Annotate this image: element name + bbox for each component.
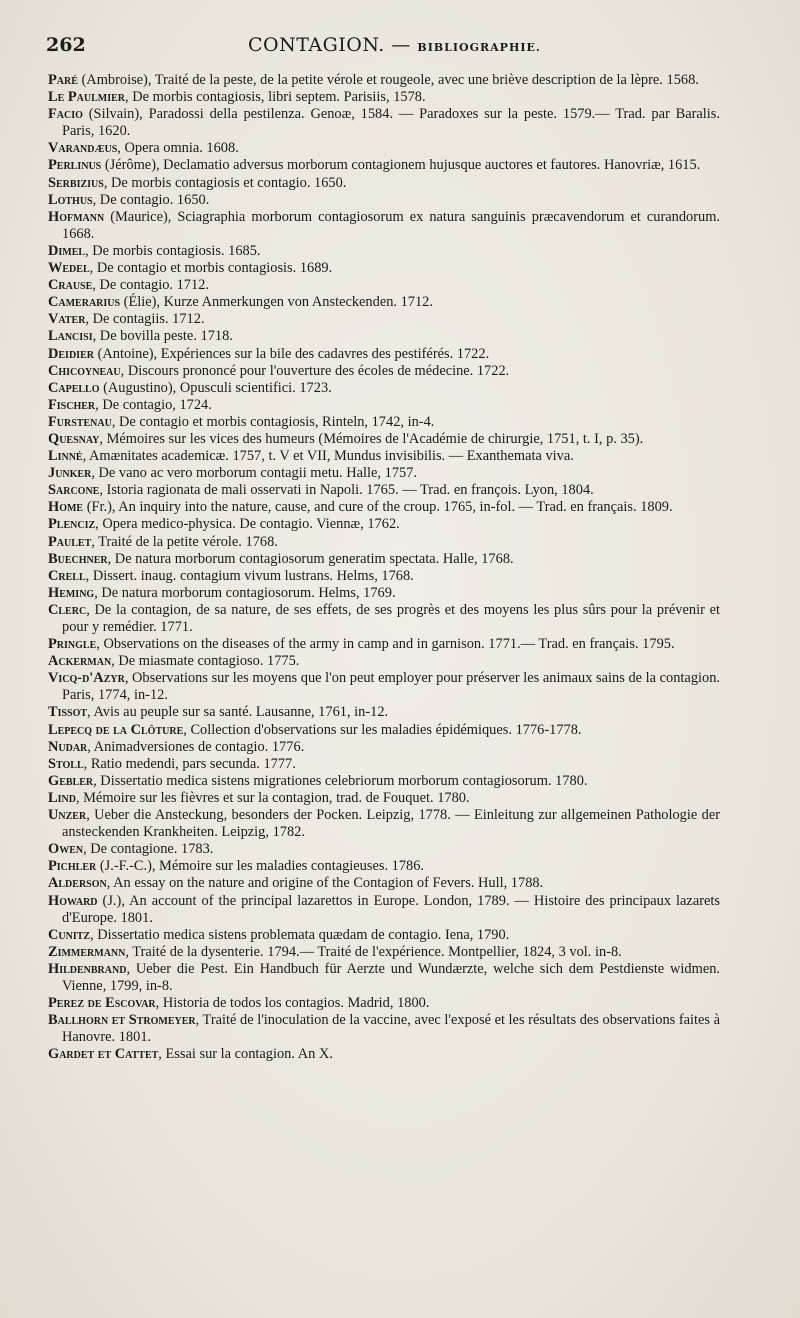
bibliography-entry: [48, 961, 720, 995]
entry-text: , Dissert. inaug. contagium vivum lustrans. Helms, 1768.: [85, 567, 414, 584]
entry-author: Furstenau: [48, 413, 112, 430]
entry-text: , Istoria ragionata de mali osservati in Napoli. 1765. — Trad. en françois. Lyon, 1804.: [99, 482, 594, 499]
bibliography-list: [48, 72, 720, 1063]
bibliography-entry: [48, 157, 720, 174]
entry-author: Facio: [48, 106, 83, 123]
bibliography-entry: [48, 465, 720, 482]
entry-text: , Observations on the diseases of the army in camp and in garnison. 1771.— Trad. en français. 1795.: [96, 636, 675, 653]
entry-author: Lothus: [48, 191, 93, 208]
entry-text: , Mémoires sur les vices des humeurs (Mémoires de l'Académie de chirurgie, 1751, t. I, p. 35).: [99, 430, 644, 447]
bibliography-entry: [48, 140, 720, 157]
bibliography-entry: [48, 431, 720, 448]
entry-author: Varandæus: [48, 140, 118, 157]
entry-author: Zimmermann: [48, 943, 126, 960]
entry-text: , Traité de la dysenterie. 1794.— Traité de l'expérience. Montpellier, 1824, 3 vol. in-8.: [125, 943, 622, 960]
entry-author: Buechner: [48, 550, 108, 567]
bibliography-entry: [48, 602, 720, 636]
bibliography-entry: [48, 1046, 720, 1063]
bibliography-entry: [48, 482, 720, 499]
entry-text: , De morbis contagiosis, libri septem. Parisiis, 1578.: [125, 89, 426, 106]
bibliography-entry: [48, 346, 720, 363]
entry-author: Howard: [48, 892, 98, 909]
section-title: BIBLIOGRAPHIE.: [417, 41, 541, 54]
bibliography-entry: [48, 175, 720, 192]
entry-text: , Dissertatio medica sistens problemata quædam de contagio. Iena, 1790.: [90, 926, 510, 943]
entry-author: Gebler: [48, 772, 94, 789]
entry-author: Stoll: [48, 755, 84, 772]
entry-text: , De miasmate contagioso. 1775.: [111, 653, 300, 670]
entry-author: Dimel: [48, 242, 86, 259]
entry-text: , Animadversiones de contagio. 1776.: [87, 738, 305, 755]
entry-author: Heming: [48, 584, 95, 601]
entry-author: Paré: [48, 72, 78, 88]
bibliography-entry: [48, 551, 720, 568]
entry-author: Tissot: [48, 704, 88, 721]
entry-author: Paulet: [48, 533, 92, 550]
entry-text: , De contagio et morbis contagiosis, Rinteln, 1742, in-4.: [111, 413, 435, 430]
bibliography-entry: [48, 72, 720, 89]
entry-author: Wedel: [48, 260, 90, 277]
entry-text: , De la contagion, de sa nature, de ses effets, de ses progrès et des moyens les plus sûrs pour la prévenir et pour y remédier. 1771.: [62, 601, 720, 635]
bibliography-entry: [48, 243, 720, 260]
entry-author: Vicq-d'Azyr: [48, 670, 125, 687]
bibliography-entry: [48, 636, 720, 653]
entry-text: , De bovilla peste. 1718.: [92, 328, 233, 345]
page-number: 262: [46, 34, 86, 56]
entry-author: Quesnay: [48, 430, 100, 447]
entry-text: , De contagio. 1712.: [92, 277, 209, 294]
entry-author: Nudar: [48, 738, 88, 755]
entry-author: Clerc: [48, 601, 87, 618]
entry-author: Lind: [48, 789, 76, 806]
bibliography-entry: [48, 995, 720, 1012]
running-title: [248, 34, 541, 56]
entry-author: Perez de Escovar: [48, 995, 156, 1012]
entry-author: Unzer: [48, 807, 87, 824]
bibliography-entry: [48, 568, 720, 585]
entry-author: Home: [48, 499, 84, 516]
entry-text: , De contagione. 1783.: [83, 841, 214, 858]
bibliography-entry: [48, 858, 720, 875]
bibliography-entry: [48, 260, 720, 277]
entry-text: , De contagio. 1650.: [92, 191, 210, 208]
bibliography-entry: [48, 807, 720, 841]
entry-author: Serbizius: [48, 174, 104, 191]
entry-author: Sarcone: [48, 482, 100, 499]
bibliography-entry: [48, 670, 720, 704]
bibliography-entry: [48, 277, 720, 294]
entry-text: , Observations sur les moyens que l'on peut employer pour préserver les animaux sains de la contagion. Paris, 1774, in-12.: [62, 670, 720, 704]
entry-author: Chicoyneau: [48, 362, 121, 379]
bibliography-entry: [48, 380, 720, 397]
entry-text: , Amænitates academicæ. 1757, t. V et VII, Mundus invisibilis. — Exanthemata viva.: [82, 448, 574, 465]
bibliography-entry: [48, 209, 720, 243]
entry-text: , Historia de todos los contagios. Madrid, 1800.: [155, 995, 430, 1012]
entry-author: Vater: [48, 311, 86, 328]
running-header: [46, 34, 722, 64]
entry-author: Ballhorn et Stromeyer: [48, 1012, 196, 1029]
entry-text: , De morbis contagiosis. 1685.: [85, 242, 261, 259]
entry-author: Deidier: [48, 345, 94, 362]
entry-text: (Ambroise), Traité de la peste, de la petite vérole et rougeole, avec une briève description de la lèpre. 1568.: [77, 72, 699, 88]
entry-author: Fischer: [48, 396, 96, 413]
entry-text: , Opera medico-physica. De contagio. Viennæ, 1762.: [95, 516, 400, 533]
entry-author: Gardet et Cattet: [48, 1046, 159, 1063]
entry-text: , Ueber die Pest. Ein Handbuch für Aerzte und Wundærzte, welche sich dem Pestdienste widmen. Vienne, 1799, in-8.: [62, 960, 720, 994]
entry-text: , De natura morborum contagiosorum generatim spectata. Halle, 1768.: [107, 550, 514, 567]
bibliography-entry: [48, 328, 720, 345]
entry-text: , De natura morborum contagiosorum. Helms, 1769.: [94, 584, 396, 601]
entry-text: (J.), An account of the principal lazarettos in Europe. London, 1789. — Histoire des principaux lazarets d'Europe. 1801.: [62, 892, 720, 926]
title: CONTAGION.: [248, 34, 385, 56]
bibliography-entry: [48, 704, 720, 721]
entry-text: , Collection d'observations sur les maladies épidémiques. 1776-1778.: [183, 721, 582, 738]
entry-text: , De contagio, 1724.: [95, 396, 212, 413]
entry-text: , Opera omnia. 1608.: [117, 140, 239, 157]
bibliography-entry: [48, 773, 720, 790]
entry-text: (J.-F.-C.), Mémoire sur les maladies contagieuses. 1786.: [96, 858, 425, 875]
entry-author: Perlinus: [48, 157, 102, 174]
bibliography-entry: [48, 739, 720, 756]
entry-author: Hildenbrand: [48, 960, 127, 977]
bibliography-entry: [48, 893, 720, 927]
bibliography-entry: [48, 944, 720, 961]
entry-text: , Essai sur la contagion. An X.: [158, 1046, 333, 1063]
bibliography-entry: [48, 448, 720, 465]
entry-author: Owen: [48, 841, 84, 858]
entry-author: Junker: [48, 465, 92, 482]
entry-author: Ackerman: [48, 653, 112, 670]
bibliography-entry: [48, 756, 720, 773]
bibliography-entry: [48, 294, 720, 311]
bibliography-entry: [48, 311, 720, 328]
entry-author: Crause: [48, 277, 93, 294]
bibliography-entry: [48, 927, 720, 944]
entry-text: (Antoine), Expériences sur la bile des cadavres des pestiférés. 1722.: [93, 345, 490, 362]
entry-author: Lancisi: [48, 328, 93, 345]
entry-author: Crell: [48, 567, 86, 584]
entry-text: , Ratio medendi, pars secunda. 1777.: [83, 755, 296, 772]
entry-author: Pringle: [48, 636, 97, 653]
bibliography-entry: [48, 192, 720, 209]
bibliography-entry: [48, 516, 720, 533]
entry-author: Lepecq de la Clôture: [48, 721, 184, 738]
entry-author: Alderson: [48, 875, 107, 892]
bibliography-entry: [48, 106, 720, 140]
bibliography-entry: [48, 534, 720, 551]
entry-text: , De vano ac vero morborum contagii metu. Halle, 1757.: [91, 465, 418, 482]
entry-author: Pichler: [48, 858, 97, 875]
bibliography-entry: [48, 397, 720, 414]
entry-text: , Traité de l'inoculation de la vaccine, avec l'exposé et les résultats des observations faites à Hanovre. 1801.: [62, 1012, 721, 1046]
bibliography-entry: [48, 790, 720, 807]
entry-text: (Fr.), An inquiry into the nature, cause, and cure of the croup. 1765, in-fol. — Trad. en français. 1809.: [83, 499, 673, 516]
entry-text: , De contagio et morbis contagiosis. 1689.: [89, 260, 333, 277]
entry-text: (Jérôme), Declamatio adversus morborum contagionem hujusque auctores et fautores. Hanovriæ, 1615.: [101, 157, 701, 174]
entry-author: Camerarius: [48, 294, 121, 311]
bibliography-entry: [48, 89, 720, 106]
bibliography-entry: [48, 875, 720, 892]
entry-author: Cunitz: [48, 926, 91, 943]
entry-text: , Discours prononcé pour l'ouverture des écoles de médecine. 1722.: [120, 362, 510, 379]
entry-author: Le Paulmier: [48, 89, 125, 106]
bibliography-entry: [48, 722, 720, 739]
bibliography-entry: [48, 653, 720, 670]
entry-author: Hofmann: [48, 208, 105, 225]
entry-text: , Mémoire sur les fièvres et sur la contagion, trad. de Fouquet. 1780.: [75, 789, 470, 806]
bibliography-entry: [48, 1012, 720, 1046]
entry-text: , De contagiis. 1712.: [85, 311, 205, 328]
entry-author: Capello: [48, 379, 100, 396]
entry-author: Plenciz: [48, 516, 96, 533]
entry-text: , De morbis contagiosis et contagio. 1650.: [103, 174, 347, 191]
entry-text: (Maurice), Sciagraphia morborum contagiosorum ex natura sanguinis præcavendorum et curandorum. 1668.: [62, 208, 720, 242]
entry-text: , Ueber die Ansteckung, besonders der Pocken. Leipzig, 1778. — Einleitung zur allgemeinen Pathologie der ansteckenden Krankheiten. Leipzig, 1782.: [62, 807, 720, 841]
entry-text: (Silvain), Paradossi della pestilenza. Genoæ, 1584. — Paradoxes sur la peste. 1579.— Trad. par Baralis. Paris, 1620.: [62, 106, 720, 140]
bibliography-entry: [48, 585, 720, 602]
bibliography-entry: [48, 414, 720, 431]
bibliography-entry: [48, 363, 720, 380]
entry-text: , Traité de la petite vérole. 1768.: [91, 533, 278, 550]
bibliography-entry: [48, 841, 720, 858]
title-separator: —: [384, 34, 418, 56]
entry-text: (Élie), Kurze Anmerkungen von Ansteckenden. 1712.: [120, 294, 433, 311]
entry-author: Linné: [48, 448, 83, 465]
entry-text: , An essay on the nature and origine of the Contagion of Fevers. Hull, 1788.: [106, 875, 544, 892]
entry-text: (Augustino), Opusculi scientifici. 1723.: [99, 379, 332, 396]
entry-text: , Dissertatio medica sistens migrationes celebriorum morborum contagiosorum. 1780.: [93, 772, 588, 789]
entry-text: , Avis au peuple sur sa santé. Lausanne, 1761, in-12.: [87, 704, 389, 721]
bibliography-entry: [48, 499, 720, 516]
